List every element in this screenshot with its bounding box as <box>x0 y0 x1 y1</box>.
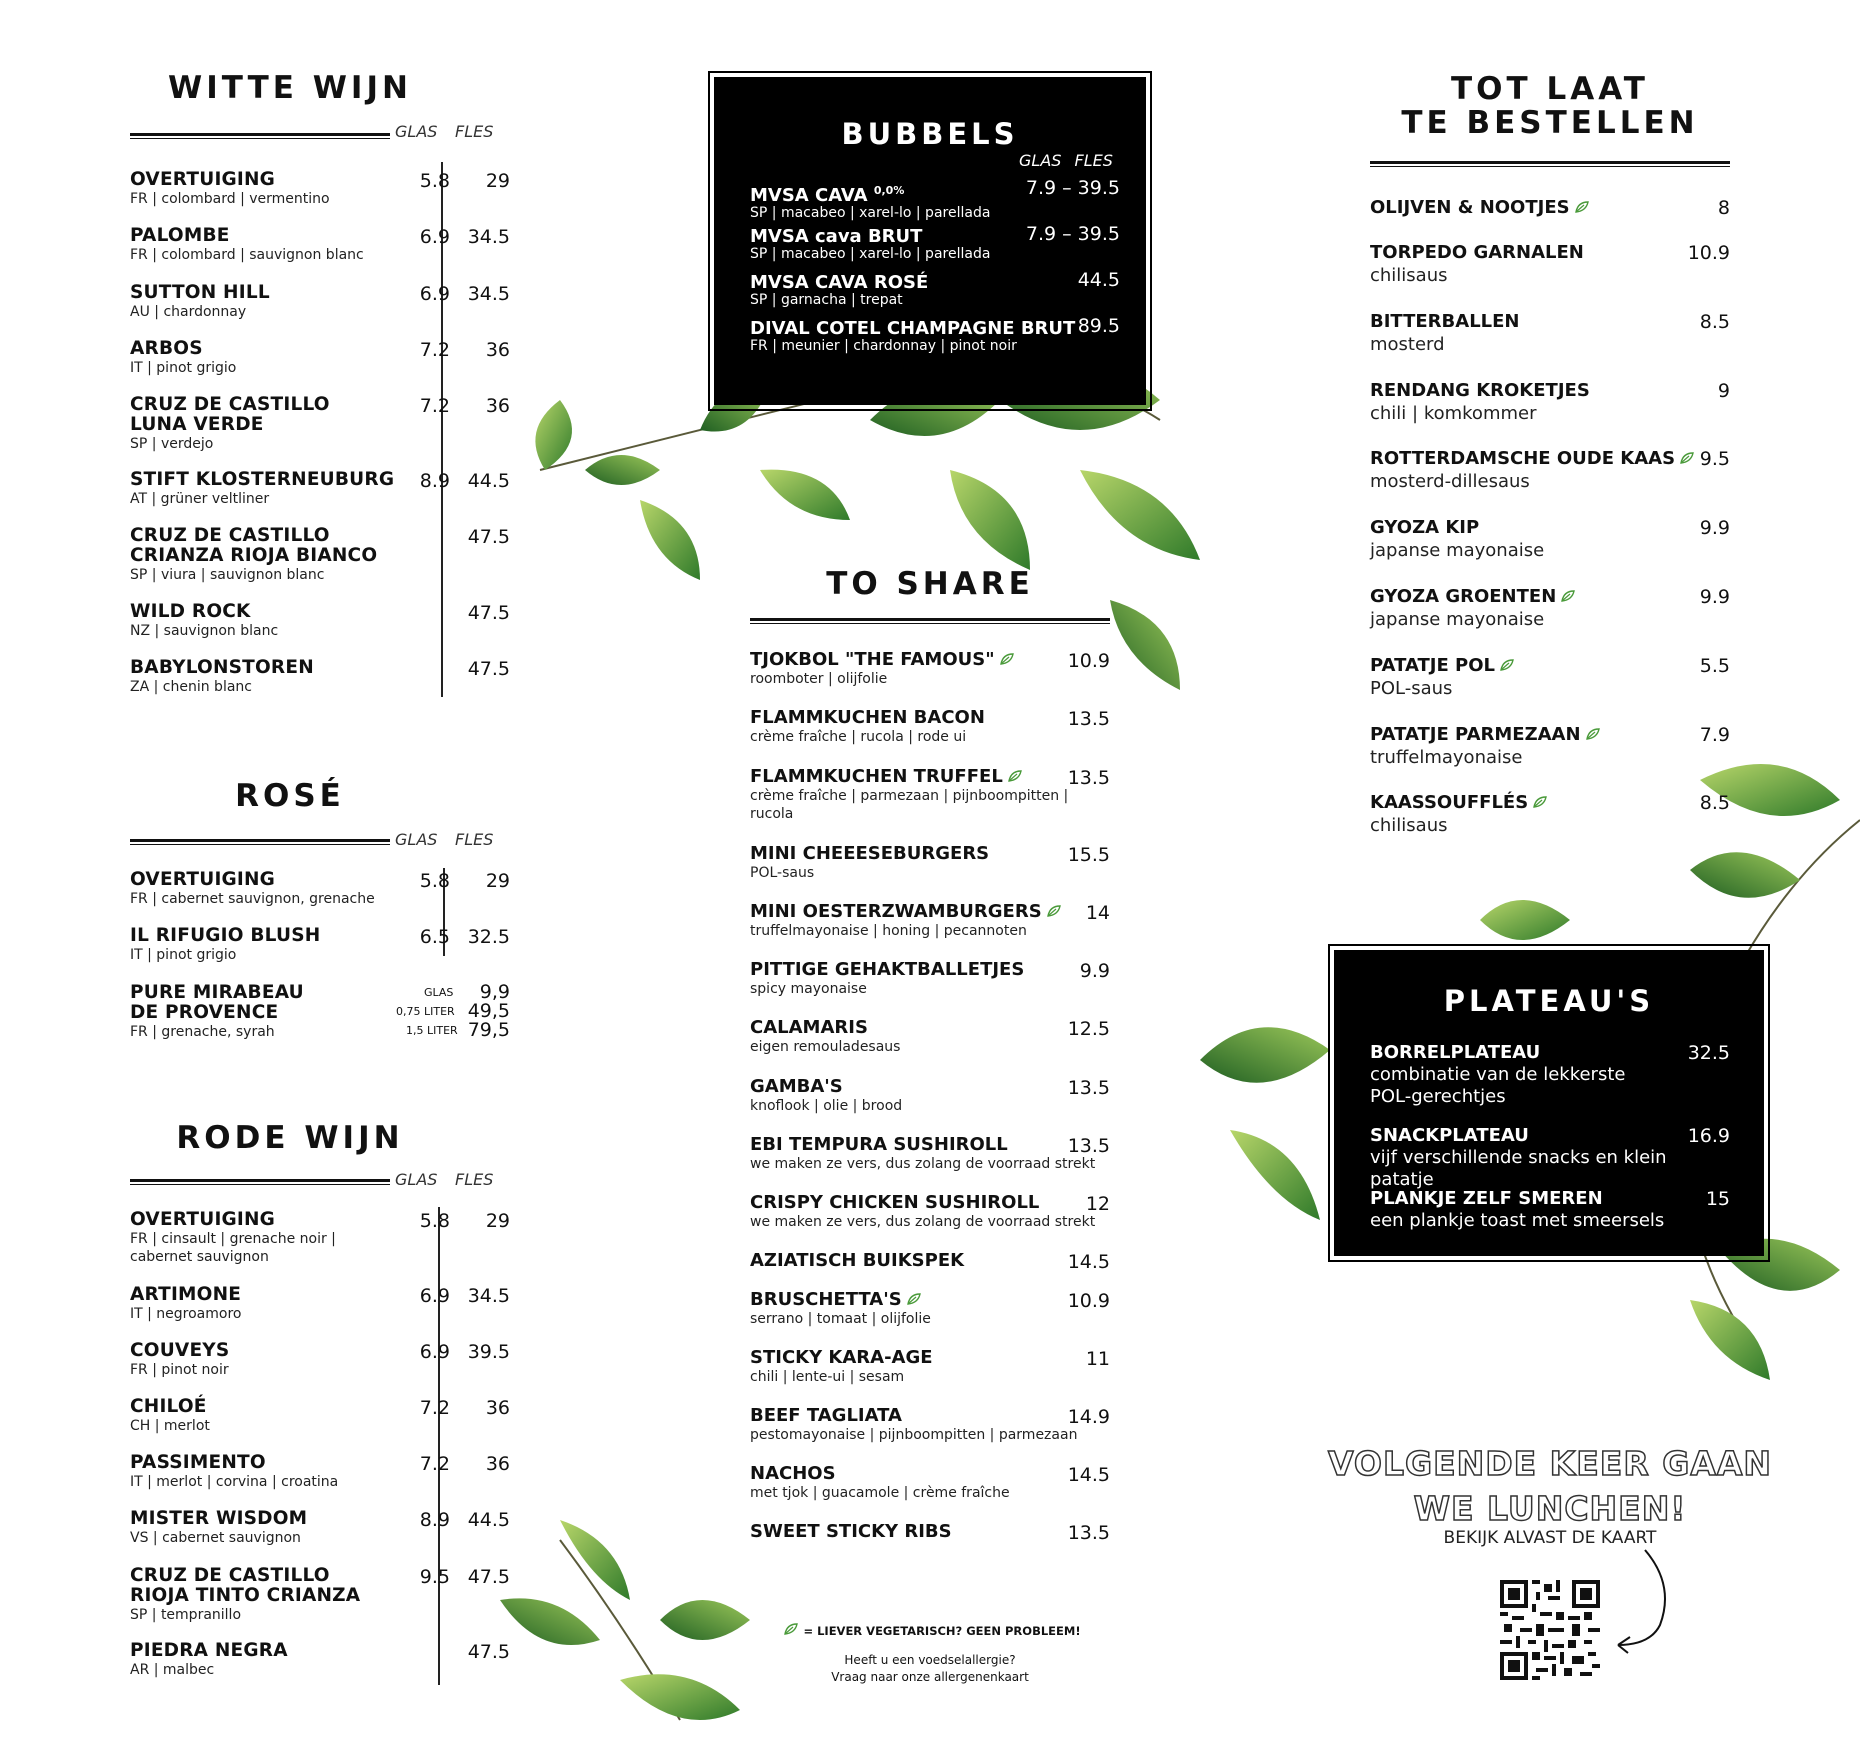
vegetarian-leaf-icon <box>1007 769 1023 783</box>
late-price: 9.5 <box>1699 448 1730 471</box>
share-item <box>750 1406 1110 1444</box>
late-item <box>1370 517 1730 563</box>
wine-glas-price: 9.5 <box>419 1566 450 1588</box>
share-desc: serrano | tomaat | olijfolie <box>750 1311 931 1327</box>
rose-title: ROSÉ <box>235 778 345 814</box>
vegetarian-leaf-icon <box>1574 200 1590 214</box>
share-price: 14 <box>1085 902 1110 924</box>
bubbels-price: 7.9 – 39.5 <box>1025 223 1120 245</box>
late-item <box>1370 311 1730 357</box>
share-item <box>750 1018 1110 1056</box>
share-name: FLAMMKUCHEN BACON <box>750 707 985 728</box>
wine-item <box>130 1340 510 1379</box>
wine-desc: IT | negroamoro <box>130 1306 242 1322</box>
wine-name: IL RIFUGIO BLUSH <box>130 925 321 946</box>
wine-name: CRUZ DE CASTILLO <box>130 1565 330 1586</box>
bubbels-desc: SP | macabeo | xarel-lo | parellada <box>750 205 991 221</box>
share-desc: POL-saus <box>750 865 815 881</box>
wine-fles-price: 47.5 <box>467 526 510 548</box>
bubbels-desc: FR | meunier | chardonnay | pinot noir <box>750 338 1017 354</box>
wine-fles-price: 36 <box>485 1397 510 1419</box>
plateau-name: BORRELPLATEAU <box>1370 1042 1541 1063</box>
rose-special-name2: DE PROVENCE <box>130 1002 279 1023</box>
late-name: GYOZA KIP <box>1370 517 1480 539</box>
wine-fles-price: 32.5 <box>467 926 510 948</box>
share-item <box>750 1348 1110 1386</box>
vegetarian-leaf-icon <box>1585 727 1601 741</box>
share-name: CALAMARIS <box>750 1017 868 1038</box>
bubbels-sup: 0,0% <box>873 184 905 197</box>
bubbels-desc: SP | macabeo | xarel-lo | parellada <box>750 246 991 262</box>
share-item <box>750 1251 1110 1271</box>
late-item <box>1370 724 1730 770</box>
late-item <box>1370 655 1730 701</box>
wine-desc: SP | viura | sauvignon blanc <box>130 567 325 583</box>
allergy-line-2: Vraag naar onze allergenenkaart <box>831 1670 1029 1684</box>
late-item <box>1370 586 1730 632</box>
share-desc: roomboter | olijfolie <box>750 671 888 687</box>
wine-fles-price: 47.5 <box>467 658 510 680</box>
wine-name: CRUZ DE CASTILLO <box>130 525 330 546</box>
bubbels-price: 89.5 <box>1077 315 1120 337</box>
wine-fles-price: 34.5 <box>467 283 510 305</box>
bubbels-price: 7.9 – 39.5 <box>1025 177 1120 199</box>
leaf-cluster-bottom <box>500 1520 750 1720</box>
share-price: 13.5 <box>1067 708 1110 730</box>
rose-size-075-label: 0,75 LITER <box>396 1005 455 1018</box>
leaf-cluster-top <box>535 365 1200 690</box>
late-price: 9.9 <box>1699 586 1730 608</box>
wine-desc: FR | cinsault | grenache noir | <box>130 1231 336 1247</box>
to-share-rule <box>750 618 1110 624</box>
wine-fles-price: 47.5 <box>467 602 510 624</box>
share-name: FLAMMKUCHEN TRUFFEL <box>750 766 1003 787</box>
to-share-title: TO SHARE <box>826 566 1034 602</box>
bubbels-name: MVSA CAVA ROSÉ <box>750 272 929 293</box>
wine-fles-price: 47.5 <box>467 1566 510 1588</box>
wine-fles-price: 39.5 <box>467 1341 510 1363</box>
bubbels-item <box>750 269 1120 308</box>
wine-item <box>130 1396 510 1435</box>
share-name: BRUSCHETTA'S <box>750 1289 902 1310</box>
bubbels-price: 44.5 <box>1077 269 1120 291</box>
rose-rule <box>130 839 390 845</box>
share-price: 15.5 <box>1067 844 1110 866</box>
wine-item <box>130 394 510 453</box>
share-price: 13.5 <box>1067 767 1110 789</box>
late-desc: mosterd-dillesaus <box>1370 471 1530 493</box>
late-item <box>1370 242 1730 288</box>
wine-name-line2: CRIANZA RIOJA BIANCO <box>130 545 378 566</box>
rose-size-15-label: 1,5 LITER <box>406 1024 458 1037</box>
wine-fles-price: 34.5 <box>467 226 510 248</box>
share-item <box>750 902 1110 940</box>
wine-item <box>130 169 510 208</box>
wine-fles-price: 29 <box>485 170 510 192</box>
share-name: TJOKBOL "THE FAMOUS" <box>750 649 995 670</box>
wine-fles-price: 36 <box>485 339 510 361</box>
wine-item <box>130 525 510 584</box>
wine-name: CHILOÉ <box>130 1396 207 1417</box>
late-name: GYOZA GROENTEN <box>1370 586 1557 607</box>
wine-name: OVERTUIGING <box>130 869 276 890</box>
wine-item <box>130 282 510 321</box>
bubbels-name: MVSA cava BRUT <box>750 226 923 247</box>
wine-name: PIEDRA NEGRA <box>130 1640 288 1661</box>
vegetarian-leaf-icon <box>1679 451 1695 465</box>
wine-name: CRUZ DE CASTILLO <box>130 394 330 415</box>
share-name: CRISPY CHICKEN SUSHIROLL <box>750 1192 1040 1213</box>
qr-code-icon[interactable] <box>1500 1580 1600 1680</box>
wine-glas-price: 7.2 <box>419 1397 450 1419</box>
wine-desc: AU | chardonnay <box>130 304 247 320</box>
wine-glas-price: 6.9 <box>419 1341 450 1363</box>
share-item <box>750 1290 1110 1328</box>
lunch-sub: BEKIJK ALVAST DE KAART <box>1443 1528 1657 1548</box>
wine-fles-price: 34.5 <box>467 1285 510 1307</box>
plateau-desc: een plankje toast met smeersels <box>1370 1210 1665 1231</box>
bubbels-item <box>750 177 1120 221</box>
share-item <box>750 1135 1110 1173</box>
wine-name: ARBOS <box>130 338 203 359</box>
late-name: PATATJE POL <box>1370 654 1495 676</box>
late-price: 9 <box>1717 379 1730 402</box>
late-desc: japanse mayonaise <box>1370 540 1545 562</box>
wine-fles-price: 29 <box>485 1210 510 1232</box>
share-price: 12.5 <box>1067 1018 1110 1040</box>
lunch-line-1: VOLGENDE KEER GAAN <box>1327 1444 1773 1483</box>
wine-glas-price: 6.9 <box>419 226 450 248</box>
late-price: 10.9 <box>1687 242 1730 264</box>
wine-name: OVERTUIGING <box>130 169 276 190</box>
tot-laat-title-1: TOT LAAT <box>1451 71 1649 107</box>
late-desc: chilisaus <box>1370 265 1448 286</box>
wine-fles-price: 36 <box>485 395 510 417</box>
share-item <box>750 767 1110 823</box>
wine-fles-price: 36 <box>485 1453 510 1475</box>
share-desc: spicy mayonaise <box>750 981 867 997</box>
plateau-price: 15 <box>1705 1188 1730 1210</box>
wine-name: COUVEYS <box>130 1340 230 1361</box>
vegetarian-leaf-icon <box>1560 589 1576 603</box>
share-price: 9.9 <box>1079 960 1110 982</box>
bubbels-glas-label: GLAS <box>1019 151 1062 170</box>
wine-name: STIFT KLOSTERNEUBURG <box>130 469 395 490</box>
share-price: 13.5 <box>1067 1077 1110 1099</box>
leaf-icon <box>783 1622 799 1636</box>
wine-desc: VS | cabernet sauvignon <box>130 1530 301 1546</box>
rose-special-desc: FR | grenache, syrah <box>130 1024 275 1040</box>
bubbels-box <box>714 77 1146 405</box>
wine-glas-price: 7.2 <box>419 395 450 417</box>
share-name: SWEET STICKY RIBS <box>750 1521 952 1542</box>
vegetarian-leaf-icon <box>1532 795 1548 809</box>
late-price: 8 <box>1717 197 1730 219</box>
wine-item <box>130 1640 510 1679</box>
witte-wijn-title: WITTE WIJN <box>168 70 412 106</box>
plateau-item <box>1370 1125 1730 1191</box>
share-item <box>750 1464 1110 1502</box>
late-price: 5.5 <box>1699 654 1730 677</box>
wine-glas-price: 5.8 <box>419 1210 450 1232</box>
wine-glas-price: 8.9 <box>419 1509 450 1531</box>
wine-fles-price: 44.5 <box>467 1509 510 1531</box>
late-desc: chili | komkommer <box>1370 402 1537 424</box>
share-desc: crème fraîche | parmezaan | pijnboompitten | <box>750 788 1069 804</box>
wine-desc: FR | pinot noir <box>130 1362 229 1378</box>
wine-fles-price: 44.5 <box>467 470 510 492</box>
share-item <box>750 650 1110 688</box>
bubbels-fles-label: FLES <box>1074 151 1113 170</box>
share-price: 13.5 <box>1067 1522 1110 1544</box>
bubbels-item <box>750 315 1120 354</box>
wine-name: OVERTUIGING <box>130 1209 276 1230</box>
late-name: KAASSOUFFLÉS <box>1370 792 1529 814</box>
wine-desc: SP | tempranillo <box>130 1607 242 1623</box>
wine-desc: FR | colombard | vermentino <box>130 191 330 207</box>
late-price: 8.5 <box>1699 792 1730 815</box>
late-name: TORPEDO GARNALEN <box>1370 242 1584 263</box>
share-price: 14.9 <box>1067 1406 1110 1428</box>
late-price: 8.5 <box>1699 310 1730 333</box>
tot-laat-rule <box>1370 161 1730 167</box>
plateau-item <box>1370 1042 1730 1108</box>
plateau-name: PLANKJE ZELF SMEREN <box>1370 1188 1603 1209</box>
late-desc: japanse mayonaise <box>1370 609 1545 630</box>
wine-item <box>130 225 510 264</box>
veg-legend-text: = LIEVER VEGETARISCH? GEEN PROBLEEM! <box>803 1624 1081 1638</box>
wine-desc: CH | merlot <box>130 1418 210 1434</box>
share-desc-line2: rucola <box>750 806 794 822</box>
share-desc: knoflook | olie | brood <box>750 1098 903 1114</box>
allergy-line-1: Heeft u een voedselallergie? <box>844 1653 1016 1667</box>
share-price: 10.9 <box>1067 650 1110 672</box>
share-item <box>750 1077 1110 1115</box>
bubbels-col-labels <box>1019 151 1113 170</box>
late-desc: mosterd <box>1370 333 1445 355</box>
wine-item <box>130 338 510 377</box>
share-name: MINI CHEEESEBURGERS <box>750 843 990 864</box>
wine-glas-price: 6.9 <box>419 283 450 305</box>
plateau-price: 16.9 <box>1687 1125 1730 1147</box>
rode-wijn-rule <box>130 1179 390 1185</box>
plateau-item <box>1370 1188 1730 1232</box>
wine-glas-price: 5.8 <box>419 170 450 192</box>
bubbels-title: BUBBELS <box>841 117 1019 151</box>
wine-name: BABYLONSTOREN <box>130 657 314 678</box>
wine-desc: IT | merlot | corvina | croatina <box>130 1474 339 1490</box>
share-name: AZIATISCH BUIKSPEK <box>750 1250 965 1271</box>
wine-item <box>130 1565 510 1624</box>
late-item <box>1370 197 1730 219</box>
share-item <box>750 1193 1110 1231</box>
wine-item <box>130 869 510 908</box>
wine-desc: SP | verdejo <box>130 436 214 452</box>
rose-size-15-price: 79,5 <box>467 1019 510 1041</box>
wine-desc: AR | malbec <box>130 1662 215 1678</box>
bubbels-item <box>750 223 1120 262</box>
wine-item <box>130 1284 510 1323</box>
share-name: MINI OESTERZWAMBURGERS <box>750 901 1042 922</box>
late-item <box>1370 448 1730 494</box>
wine-item <box>130 925 510 964</box>
late-desc: chilisaus <box>1370 815 1448 837</box>
wine-glas-price: 6.5 <box>419 926 450 948</box>
bubbels-desc: SP | garnacha | trepat <box>750 292 903 308</box>
share-desc: we maken ze vers, dus zolang de voorraad strekt <box>750 1156 1096 1172</box>
wine-item <box>130 601 510 640</box>
share-name: STICKY KARA-AGE <box>750 1347 933 1368</box>
wine-name: SUTTON HILL <box>130 282 270 303</box>
wine-name-line2: LUNA VERDE <box>130 414 264 435</box>
share-desc: pestomayonaise | pijnboompitten | parmezaan <box>750 1427 1078 1443</box>
bubbels-name: DIVAL COTEL CHAMPAGNE BRUT <box>750 318 1076 339</box>
wine-name-line2: RIOJA TINTO CRIANZA <box>130 1585 361 1606</box>
wine-name: ARTIMONE <box>130 1284 242 1305</box>
wine-desc-line2: cabernet sauvignon <box>130 1249 269 1265</box>
wine-desc: NZ | sauvignon blanc <box>130 623 279 639</box>
rose-size-glas-label: GLAS <box>424 986 454 999</box>
rose-size-glas-price: 9,9 <box>479 981 510 1003</box>
allergy-note <box>750 1652 1110 1686</box>
share-price: 14.5 <box>1067 1464 1110 1486</box>
wine-name: WILD ROCK <box>130 601 251 622</box>
wine-desc: IT | pinot grigio <box>130 947 237 963</box>
wine-glas-price: 8.9 <box>419 470 450 492</box>
wine-desc: ZA | chenin blanc <box>130 679 252 695</box>
wine-name: PALOMBE <box>130 225 230 246</box>
bubbels-name: MVSA CAVA <box>750 185 868 206</box>
rose-glas-label: GLAS <box>395 830 438 849</box>
share-name: NACHOS <box>750 1463 836 1484</box>
late-price: 9.9 <box>1699 517 1730 540</box>
share-desc: eigen remouladesaus <box>750 1039 901 1055</box>
vegetarian-leaf-icon <box>906 1292 922 1306</box>
share-desc: truffelmayonaise | honing | pecannoten <box>750 923 1027 939</box>
wine-glas-price: 7.2 <box>419 1453 450 1475</box>
wine-name: MISTER WISDOM <box>130 1508 308 1529</box>
share-name: GAMBA'S <box>750 1076 843 1097</box>
wine-item <box>130 1452 510 1491</box>
wine-desc: AT | grüner veltliner <box>130 491 270 507</box>
share-item <box>750 708 1110 746</box>
share-desc: we maken ze vers, dus zolang de voorraad strekt <box>750 1214 1096 1230</box>
wine-glas-price: 6.9 <box>419 1285 450 1307</box>
late-desc: POL-saus <box>1370 677 1453 699</box>
wine-name: PASSIMENTO <box>130 1452 266 1473</box>
wine-item <box>130 1508 510 1547</box>
witte-wijn-rule <box>130 133 390 139</box>
lunch-line-2: WE LUNCHEN! <box>1413 1489 1687 1528</box>
late-price: 7.9 <box>1699 723 1730 746</box>
late-desc: truffelmayonaise <box>1370 746 1523 768</box>
share-price: 10.9 <box>1067 1290 1110 1312</box>
share-price: 12 <box>1085 1193 1110 1215</box>
late-name: PATATJE PARMEZAAN <box>1370 723 1581 745</box>
rode-wijn-title: RODE WIJN <box>176 1120 404 1156</box>
late-item <box>1370 380 1730 426</box>
share-name: PITTIGE GEHAKTBALLETJES <box>750 959 1025 980</box>
vegetarian-leaf-icon <box>999 652 1015 666</box>
late-name: OLIJVEN & NOOTJES <box>1370 197 1570 218</box>
rode-wijn-glas-label: GLAS <box>395 1170 438 1189</box>
plateaus-title: PLATEAU'S <box>1443 984 1655 1018</box>
wine-desc: FR | colombard | sauvignon blanc <box>130 247 364 263</box>
rose-size-075-price: 49,5 <box>467 1000 510 1022</box>
plateaus-box <box>1334 950 1764 1256</box>
share-price: 14.5 <box>1067 1251 1110 1273</box>
plateau-price: 32.5 <box>1687 1042 1730 1064</box>
veg-legend <box>750 1622 1110 1638</box>
wine-glas-price: 5.8 <box>419 870 450 892</box>
plateau-desc: combinatie van de lekkerste <box>1370 1064 1626 1085</box>
late-item <box>1370 792 1730 838</box>
plateau-name: SNACKPLATEAU <box>1370 1125 1529 1146</box>
wine-glas-price: 7.2 <box>419 339 450 361</box>
late-name: RENDANG KROKETJES <box>1370 379 1590 401</box>
late-name: ROTTERDAMSCHE OUDE KAAS <box>1370 448 1676 470</box>
wine-desc: FR | cabernet sauvignon, grenache <box>130 891 375 907</box>
witte-wijn-fles-label: FLES <box>455 122 494 141</box>
rose-special-name: PURE MIRABEAU <box>130 982 304 1003</box>
late-name: BITTERBALLEN <box>1370 310 1520 332</box>
share-desc: chili | lente-ui | sesam <box>750 1369 905 1385</box>
wine-item <box>130 657 510 696</box>
witte-wijn-glas-label: GLAS <box>395 122 438 141</box>
rose-special <box>130 983 510 1043</box>
section-witte-wijn <box>130 70 490 106</box>
wine-item <box>130 469 510 508</box>
share-desc: crème fraîche | rucola | rode ui <box>750 729 967 745</box>
wine-desc: IT | pinot grigio <box>130 360 237 376</box>
share-item <box>750 1522 1110 1542</box>
vegetarian-leaf-icon <box>1046 904 1062 918</box>
plateau-desc: vijf verschillende snacks en klein patatje <box>1370 1147 1667 1190</box>
wine-fles-price: 47.5 <box>467 1641 510 1663</box>
vegetarian-leaf-icon <box>1499 658 1515 672</box>
tot-laat-title-2: TE BESTELLEN <box>1401 105 1699 141</box>
share-name: EBI TEMPURA SUSHIROLL <box>750 1134 1008 1155</box>
wine-fles-price: 29 <box>485 870 510 892</box>
share-item <box>750 844 1110 882</box>
wine-item <box>130 1209 510 1266</box>
plateau-desc-line2: POL-gerechtjes <box>1370 1086 1506 1107</box>
rode-wijn-fles-label: FLES <box>455 1170 494 1189</box>
rose-fles-label: FLES <box>455 830 494 849</box>
share-price: 11 <box>1085 1348 1110 1370</box>
share-item <box>750 960 1110 998</box>
share-desc: met tjok | guacamole | crème fraîche <box>750 1485 1010 1501</box>
arrow-icon <box>1610 1545 1680 1655</box>
share-name: BEEF TAGLIATA <box>750 1405 902 1426</box>
share-price: 13.5 <box>1067 1135 1110 1157</box>
